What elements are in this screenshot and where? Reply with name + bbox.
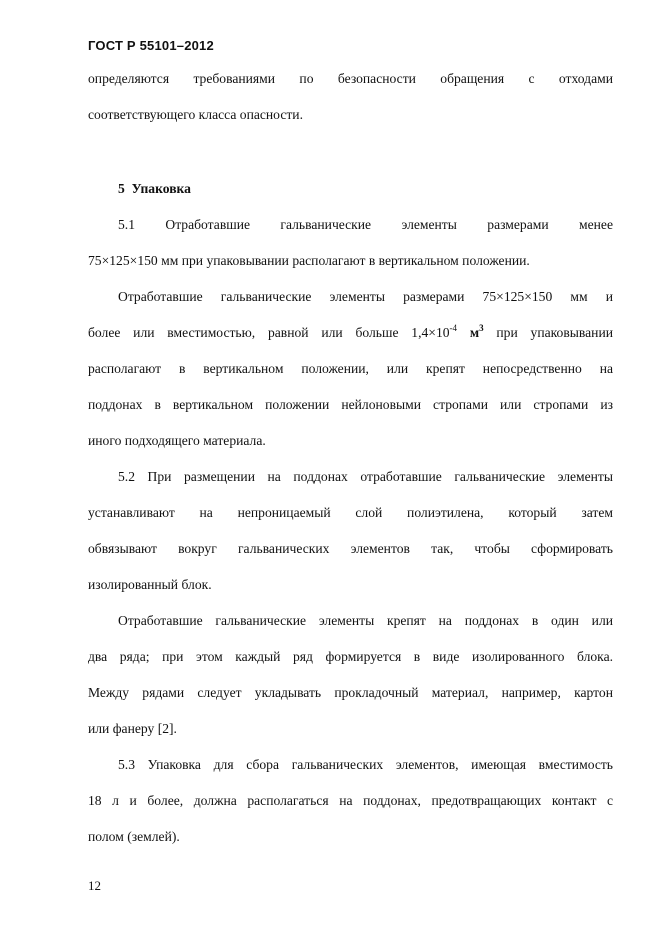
unit-exponent: 3 bbox=[479, 323, 484, 333]
paragraph-5-1 bbox=[88, 207, 613, 279]
text-line: 75×125×150 мм при упаковывании располагают в вертикальном положении. bbox=[88, 253, 530, 268]
text-line: поддонах в вертикальном положении нейлоновыми стропами или стропами из bbox=[88, 397, 613, 412]
paragraph-5-2-continued bbox=[88, 603, 613, 747]
text-line: изолированный блок. bbox=[88, 577, 212, 592]
text-fragment: при упаковывании bbox=[483, 325, 614, 340]
text-line-with-exponent bbox=[88, 315, 613, 351]
text-line: иного подходящего материала. bbox=[88, 433, 266, 448]
page-number: 12 bbox=[88, 878, 101, 893]
text-line: Отработавшие гальванические элементы крепят на поддонах в один или bbox=[118, 613, 613, 628]
page-content bbox=[88, 61, 613, 855]
text-line: 5.3 Упаковка для сбора гальванических элементов, имеющая вместимость bbox=[118, 757, 613, 772]
text-line: устанавливают на непроницаемый слой полиэтилена, который затем bbox=[88, 505, 613, 520]
text-line: Между рядами следует укладывать прокладочный материал, например, картон bbox=[88, 685, 613, 700]
paragraph-5-1-continued bbox=[88, 279, 613, 459]
paragraph-5-3 bbox=[88, 747, 613, 855]
text-line: располагают в вертикальном положении, или крепят непосредственно на bbox=[88, 361, 613, 376]
text-line: Отработавшие гальванические элементы размерами 75×125×150 мм и bbox=[118, 289, 613, 304]
text-line: 5.1 Отработавшие гальванические элементы размерами менее bbox=[118, 217, 613, 232]
document-header: ГОСТ Р 55101–2012 bbox=[88, 38, 214, 53]
section-title: Упаковка bbox=[131, 181, 191, 196]
text-line: 5.2 При размещении на поддонах отработавшие гальванические элементы bbox=[118, 469, 613, 484]
paragraph-5-2 bbox=[88, 459, 613, 603]
text-line: определяются требованиями по безопасности обращения с отходами bbox=[88, 71, 613, 86]
text-line: 18 л и более, должна располагаться на поддонах, предотвращающих контакт с bbox=[88, 793, 613, 808]
text-line: соответствующего класса опасности. bbox=[88, 107, 303, 122]
continued-paragraph bbox=[88, 61, 613, 133]
text-line: полом (землей). bbox=[88, 829, 180, 844]
section-heading bbox=[88, 171, 613, 207]
unit: м bbox=[457, 325, 480, 340]
section-number: 5 bbox=[118, 181, 125, 196]
text-line: или фанеру [2]. bbox=[88, 721, 177, 736]
text-fragment: более или вместимостью, равной или больше 1,4×10 bbox=[88, 325, 450, 340]
text-line: два ряда; при этом каждый ряд формируется в виде изолированного блока. bbox=[88, 649, 613, 664]
exponent: -4 bbox=[449, 323, 458, 333]
text-line: обвязывают вокруг гальванических элементов так, чтобы сформировать bbox=[88, 541, 613, 556]
